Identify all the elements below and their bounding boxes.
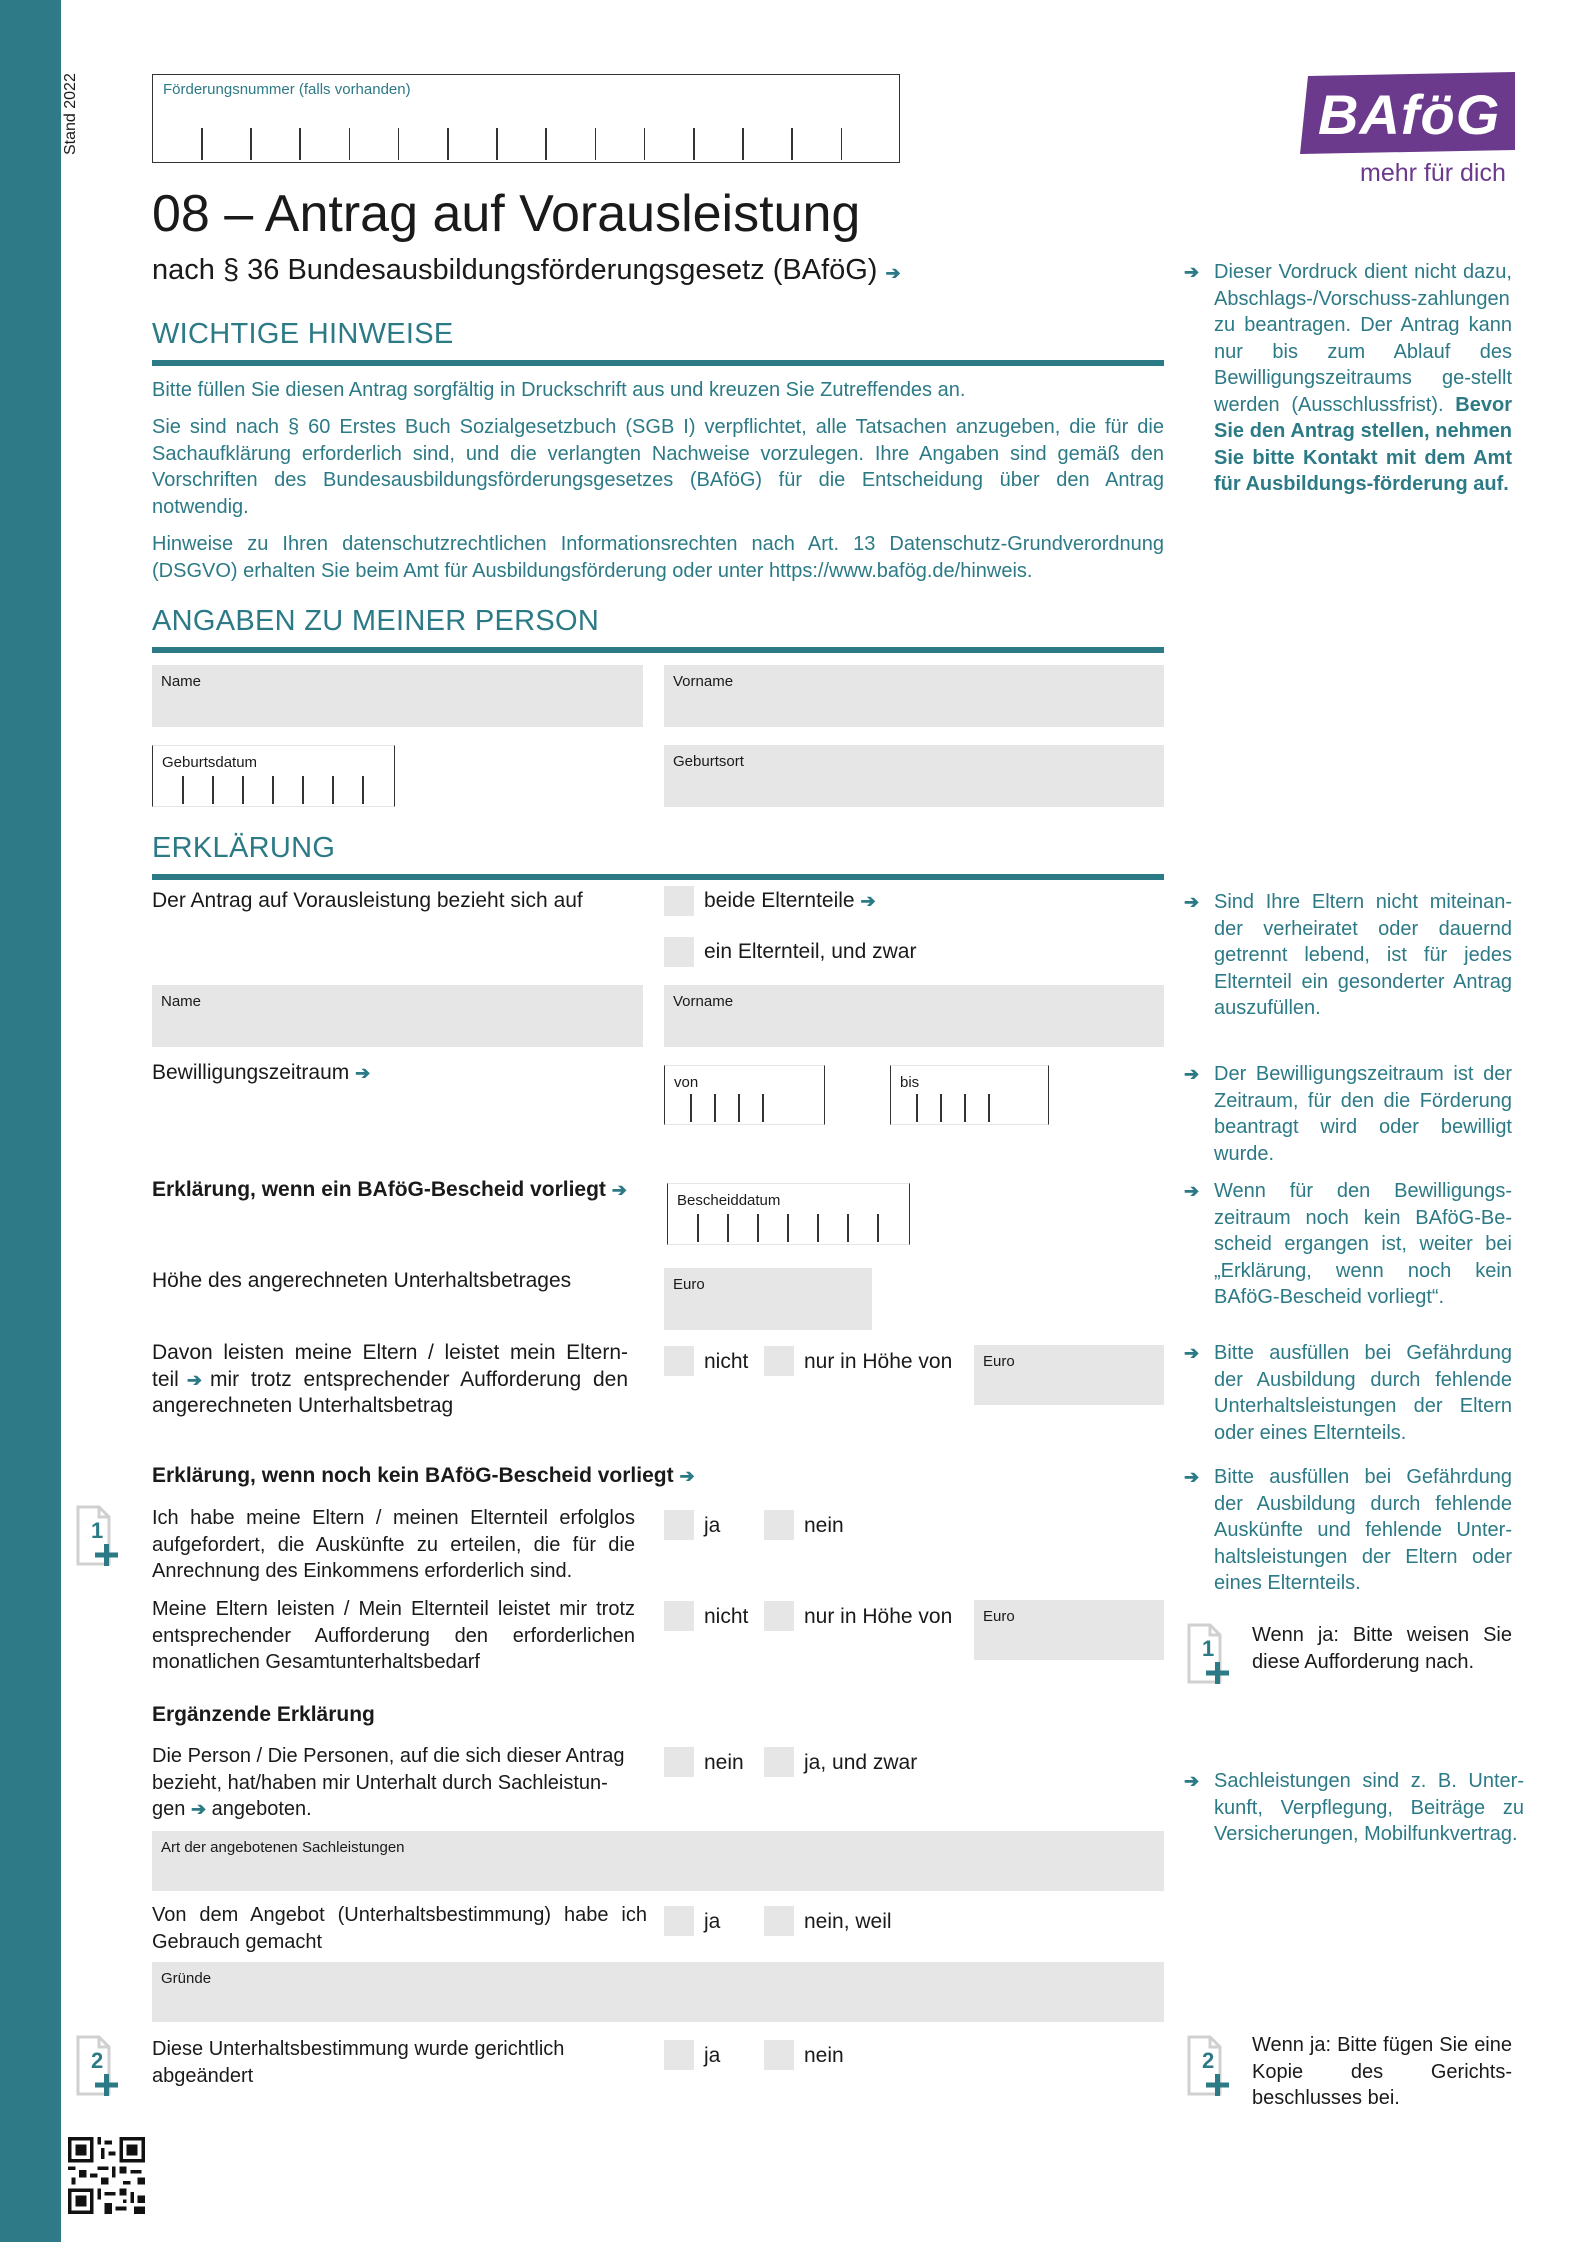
arrow-right-icon: ➔	[1184, 1343, 1200, 1363]
comb-tick	[697, 1214, 699, 1242]
bezieht-label: Der Antrag auf Vorausleistung bezieht sich auf	[152, 889, 583, 912]
davon-line-2	[152, 1367, 628, 1394]
side-note-gefaehrdung-1	[1184, 1340, 1512, 1446]
davon-nicht-checkbox[interactable]	[664, 1346, 694, 1376]
comb-tick	[690, 1094, 692, 1122]
erklaerung-rule	[152, 874, 1164, 880]
gruende-label: Gründe	[161, 1970, 212, 1987]
side-note-nachweis-2: Wenn ja: Bitte fügen Sie eine Kopie des Gerichts-beschlusses bei.	[1252, 2034, 1512, 2109]
left-color-band	[0, 0, 61, 2242]
comb-tick	[964, 1094, 966, 1122]
arrow-right-icon: ➔	[1184, 1771, 1200, 1791]
comb-tick	[302, 776, 304, 804]
side-note-eltern-text: Sind Ihre Eltern nicht miteinan-der verheiratet oder dauernd getrennt lebend, ist für jedes Elternteil ein gesonderter Antrag auszufüllen.	[1214, 891, 1512, 1019]
gebrauch-ja-checkbox[interactable]	[664, 1906, 694, 1936]
person-line-2: bezieht, hat/haben mir Unterhalt durch Sachleistun-	[152, 1771, 608, 1794]
side-note-gefaehrdung-1-text: Bitte ausfüllen bei Gefährdung der Ausbildung durch fehlende Unterhaltsleistungen der Eltern oder eines Elternteils.	[1214, 1342, 1512, 1444]
bis-label: bis	[900, 1074, 920, 1091]
aufgefordert-nein-checkbox[interactable]	[764, 1510, 794, 1540]
person-heading: ANGABEN ZU MEINER PERSON	[152, 605, 600, 637]
comb-tick	[545, 128, 547, 160]
arrow-right-icon: ➔	[190, 1799, 207, 1819]
aufgefordert-label: Ich habe meine Eltern / meinen Elternteil erfolglos aufgefordert, die Auskünfte zu erteilen, die für die Anrechnung des Einkommens erforderlich sind.	[152, 1507, 635, 1582]
gericht-ja-checkbox[interactable]	[664, 2040, 694, 2070]
beide-elternteile-label: beide Elternteile	[704, 889, 855, 912]
sachleistung-nein-checkbox[interactable]	[664, 1747, 694, 1777]
foerderungsnummer-label: Förderungsnummer (falls vorhanden)	[163, 81, 411, 98]
leisten-nur-hoehe-label: nur in Höhe von	[804, 1605, 953, 1628]
page-title: 08 – Antrag auf Vorausleistung	[152, 185, 861, 243]
comb-tick	[762, 1094, 764, 1122]
side-note-sachleistungen	[1184, 1768, 1524, 1848]
erklaerung-heading: ERKLÄRUNG	[152, 832, 336, 864]
stand-label: Stand 2022	[62, 73, 79, 155]
arrow-right-icon: ➔	[885, 263, 901, 283]
comb-tick	[595, 128, 597, 160]
qr-code-icon	[68, 2137, 145, 2214]
side-note-bewilligung-text: Der Bewilligungszeitraum ist der Zeitraum, für den die Förderung beantragt wird oder bewilligt wurde.	[1214, 1063, 1512, 1165]
comb-tick	[349, 128, 351, 160]
ergaenzend-heading: Ergänzende Erklärung	[152, 1703, 375, 1726]
bewilligungszeitraum-label	[152, 1061, 370, 1085]
attachment-2-badge	[75, 2034, 125, 2105]
elternteil-vorname-label: Vorname	[673, 993, 734, 1010]
comb-tick	[916, 1094, 918, 1122]
gericht-nein-checkbox[interactable]	[764, 2040, 794, 2070]
bis-date-field[interactable]	[890, 1065, 1049, 1125]
arrow-right-icon: ➔	[679, 1466, 695, 1486]
name-field[interactable]	[152, 665, 643, 727]
comb-tick	[182, 776, 184, 804]
gebrauch-nein-checkbox[interactable]	[764, 1906, 794, 1936]
attachment-1-badge	[75, 1504, 125, 1575]
kein-bescheid-heading	[152, 1464, 695, 1488]
comb-tick	[212, 776, 214, 804]
badge-number: 1	[1202, 1636, 1215, 1661]
leisten-nicht-label: nicht	[704, 1605, 749, 1628]
comb-tick	[201, 128, 203, 160]
ein-elternteil-label: ein Elternteil, und zwar	[704, 940, 917, 963]
comb-tick	[940, 1094, 942, 1122]
comb-tick	[272, 776, 274, 804]
comb-tick	[988, 1094, 990, 1122]
elternteil-name-label: Name	[161, 993, 202, 1010]
vorname-field[interactable]	[664, 665, 1164, 727]
hoehe-label: Höhe des angerechneten Unterhaltsbetrages	[152, 1269, 572, 1292]
hinweise-p3: Hinweise zu Ihren datenschutzrechtlichen Informationsrechten nach Art. 13 Datenschutz-Grundverordnung (DSGVO) erhalten Sie beim Amt für Ausbildungsförderung oder unter https://www.bafög.de/hinweis.	[152, 533, 1164, 582]
geburtsdatum-field[interactable]	[152, 745, 395, 807]
comb-tick	[693, 128, 695, 160]
arrow-right-icon: ➔	[860, 891, 876, 911]
leisten-nur-hoehe-checkbox[interactable]	[764, 1601, 794, 1631]
side-note-vordruck-bold: Bevor Sie den Antrag stellen, nehmen Sie bitte Kontakt mit dem Amt für Ausbildungs-förderung auf.	[1214, 393, 1512, 495]
bescheiddatum-label: Bescheiddatum	[677, 1192, 781, 1209]
davon-line-3: angerechneten Unterhaltsbetrag	[152, 1394, 454, 1417]
davon-line-2a: teil	[152, 1367, 179, 1391]
davon-euro-field[interactable]	[974, 1345, 1164, 1405]
von-date-field[interactable]	[664, 1065, 825, 1125]
comb-tick	[242, 776, 244, 804]
comb-tick	[714, 1094, 716, 1122]
attachment-1-badge-right	[1186, 1622, 1236, 1693]
euro-label: Euro	[983, 1608, 1015, 1625]
elternteil-name-field[interactable]	[152, 985, 643, 1047]
comb-tick	[496, 128, 498, 160]
arrow-right-icon: ➔	[1184, 1181, 1200, 1201]
comb-tick	[299, 128, 301, 160]
person-line-1: Die Person / Die Personen, auf die sich dieser Antrag	[152, 1745, 625, 1767]
beide-elternteile-option	[704, 889, 876, 913]
hinweise-p2: Sie sind nach § 60 Erstes Buch Sozialgesetzbuch (SGB I) verpflichtet, alle Tatsachen anzugeben, die für die Sachaufklärung erforderlich sind, und die verlangten Nachweise vorzulegen. Ihre Angaben sind gemäß den Vorschriften des Bundesausbildungsförderungsgesetzes (BAföG) für die Entscheidung über den Antrag notwendig.	[152, 416, 1164, 518]
side-note-gefaehrdung-2	[1184, 1464, 1512, 1597]
side-note-kein-bescheid	[1184, 1178, 1512, 1311]
vorname-label: Vorname	[673, 673, 734, 690]
comb-tick	[791, 128, 793, 160]
logo-tagline: mehr für dich	[1360, 159, 1506, 187]
davon-nur-hoehe-label: nur in Höhe von	[804, 1350, 953, 1373]
side-note-vordruck	[1184, 259, 1512, 498]
aufgefordert-ja-checkbox[interactable]	[664, 1510, 694, 1540]
gruende-field[interactable]	[152, 1962, 1164, 2022]
comb-tick	[398, 128, 400, 160]
sachleistung-nein-label: nein	[704, 1751, 744, 1774]
comb-tick	[787, 1214, 789, 1242]
comb-tick	[362, 776, 364, 804]
bafoeg-logo	[1300, 72, 1515, 187]
von-label: von	[674, 1074, 699, 1091]
comb-tick	[250, 128, 252, 160]
person-rule	[152, 647, 1164, 653]
name-label: Name	[161, 673, 202, 690]
art-sachleistungen-label: Art der angebotenen Sachleistungen	[161, 1839, 405, 1856]
hinweise-rule	[152, 360, 1164, 366]
comb-tick	[727, 1214, 729, 1242]
davon-label	[152, 1340, 628, 1420]
leisten-nicht-checkbox[interactable]	[664, 1601, 694, 1631]
foerderungsnummer-field[interactable]	[152, 74, 900, 163]
side-note-eltern	[1184, 889, 1512, 1022]
side-note-kein-bescheid-text: Wenn für den Bewilligungs-zeitraum noch kein BAföG-Be-scheid ergangen ist, weiter bei „Erklärung, wenn noch kein BAföG-Bescheid vorliegt“.	[1214, 1180, 1512, 1308]
comb-tick	[847, 1214, 849, 1242]
davon-line-1: Davon leisten meine Eltern / leistet mein Eltern-	[152, 1341, 628, 1364]
person-line-3a: gen	[152, 1798, 186, 1820]
hinweise-heading: WICHTIGE HINWEISE	[152, 318, 454, 350]
bescheid-heading	[152, 1178, 627, 1202]
arrow-right-icon: ➔	[611, 1180, 627, 1200]
side-note-sachleistungen-text: Sachleistungen sind z. B. Unter-kunft, Verpflegung, Beiträge zu Versicherungen, Mobilfunkvertrag.	[1214, 1770, 1524, 1845]
hinweise-p1: Bitte füllen Sie diesen Antrag sorgfältig in Druckschrift aus und kreuzen Sie Zutreffendes an.	[152, 379, 966, 401]
bewilligungszeitraum-text: Bewilligungszeitraum	[152, 1061, 350, 1084]
arrow-right-icon: ➔	[1184, 892, 1200, 912]
gebrauch-ja-label: ja	[704, 1910, 721, 1933]
comb-tick	[738, 1094, 740, 1122]
davon-line-2b: mir trotz entsprechender Aufforderung den	[209, 1367, 628, 1391]
davon-nicht-label: nicht	[704, 1350, 749, 1373]
arrow-right-icon: ➔	[1184, 262, 1200, 282]
arrow-right-icon: ➔	[1184, 1467, 1200, 1487]
davon-nur-hoehe-checkbox[interactable]	[764, 1346, 794, 1376]
hoehe-euro-field[interactable]	[664, 1268, 872, 1330]
sachleistung-ja-label: ja, und zwar	[804, 1751, 918, 1774]
comb-tick	[644, 128, 646, 160]
badge-number: 1	[91, 1518, 104, 1543]
comb-tick	[742, 128, 744, 160]
gericht-ja-label: ja	[704, 2044, 721, 2067]
page-subtitle	[152, 254, 901, 287]
gebrauch-label: Von dem Angebot (Unterhaltsbestimmung) habe ich Gebrauch gemacht	[152, 1904, 647, 1953]
comb-tick	[841, 128, 843, 160]
euro-label: Euro	[673, 1276, 705, 1293]
gericht-nein-label: nein	[804, 2044, 844, 2067]
ein-elternteil-checkbox[interactable]	[664, 937, 694, 967]
comb-tick	[877, 1214, 879, 1242]
side-note-vordruck-text: Dieser Vordruck dient nicht dazu, Abschlags-/Vorschuss-zahlungen zu beantragen. Der Antrag kann nur bis zum Ablauf des Bewilligungszeitraums ge-stellt werden (Ausschlussfrist).	[1214, 261, 1512, 416]
person-line-3b: angeboten.	[211, 1798, 312, 1820]
kein-bescheid-heading-text: Erklärung, wenn noch kein BAföG-Bescheid vorliegt	[152, 1464, 674, 1487]
comb-tick	[817, 1214, 819, 1242]
person-line-3	[152, 1796, 642, 1823]
leisten-euro-field[interactable]	[974, 1600, 1164, 1660]
gericht-label: Diese Unterhaltsbestimmung wurde gerichtlich abgeändert	[152, 2038, 565, 2087]
arrow-right-icon: ➔	[355, 1063, 371, 1083]
badge-number: 2	[1202, 2048, 1215, 2073]
subtitle-text: nach § 36 Bundesausbildungsförderungsgesetz (BAföG)	[152, 254, 878, 286]
aufgefordert-nein-label: nein	[804, 1514, 844, 1537]
logo-text: BAföG	[1318, 83, 1501, 146]
person-sachleistung-label	[152, 1743, 642, 1823]
side-note-nachweis-1: Wenn ja: Bitte weisen Sie diese Aufforderung nach.	[1252, 1624, 1512, 1673]
bescheiddatum-field[interactable]	[667, 1183, 910, 1245]
comb-tick	[332, 776, 334, 804]
bescheid-heading-text: Erklärung, wenn ein BAföG-Bescheid vorliegt	[152, 1178, 606, 1201]
beide-elternteile-checkbox[interactable]	[664, 886, 694, 916]
aufgefordert-ja-label: ja	[704, 1514, 721, 1537]
geburtsdatum-label: Geburtsdatum	[162, 754, 258, 771]
leisten-label: Meine Eltern leisten / Mein Elternteil leistet mir trotz entsprechender Aufforderung den erforderlichen monatlichen Gesamtunterhaltsbedarf	[152, 1598, 635, 1673]
elternteil-vorname-field[interactable]	[664, 985, 1164, 1047]
side-note-bewilligung	[1184, 1061, 1512, 1167]
sachleistung-ja-checkbox[interactable]	[764, 1747, 794, 1777]
geburtsort-label: Geburtsort	[673, 753, 744, 770]
badge-number: 2	[91, 2048, 104, 2073]
geburtsort-field[interactable]	[664, 745, 1164, 807]
attachment-2-badge-right	[1186, 2034, 1236, 2105]
gebrauch-nein-label: nein, weil	[804, 1910, 892, 1933]
arrow-right-icon: ➔	[186, 1369, 202, 1390]
euro-label: Euro	[983, 1353, 1015, 1370]
comb-tick	[447, 128, 449, 160]
art-sachleistungen-field[interactable]	[152, 1831, 1164, 1891]
arrow-right-icon: ➔	[1184, 1064, 1200, 1084]
side-note-gefaehrdung-2-text: Bitte ausfüllen bei Gefährdung der Ausbildung durch fehlende Auskünfte und fehlende Unter-haltsleistungen der Eltern oder eines Elternteils.	[1214, 1466, 1512, 1594]
comb-tick	[757, 1214, 759, 1242]
